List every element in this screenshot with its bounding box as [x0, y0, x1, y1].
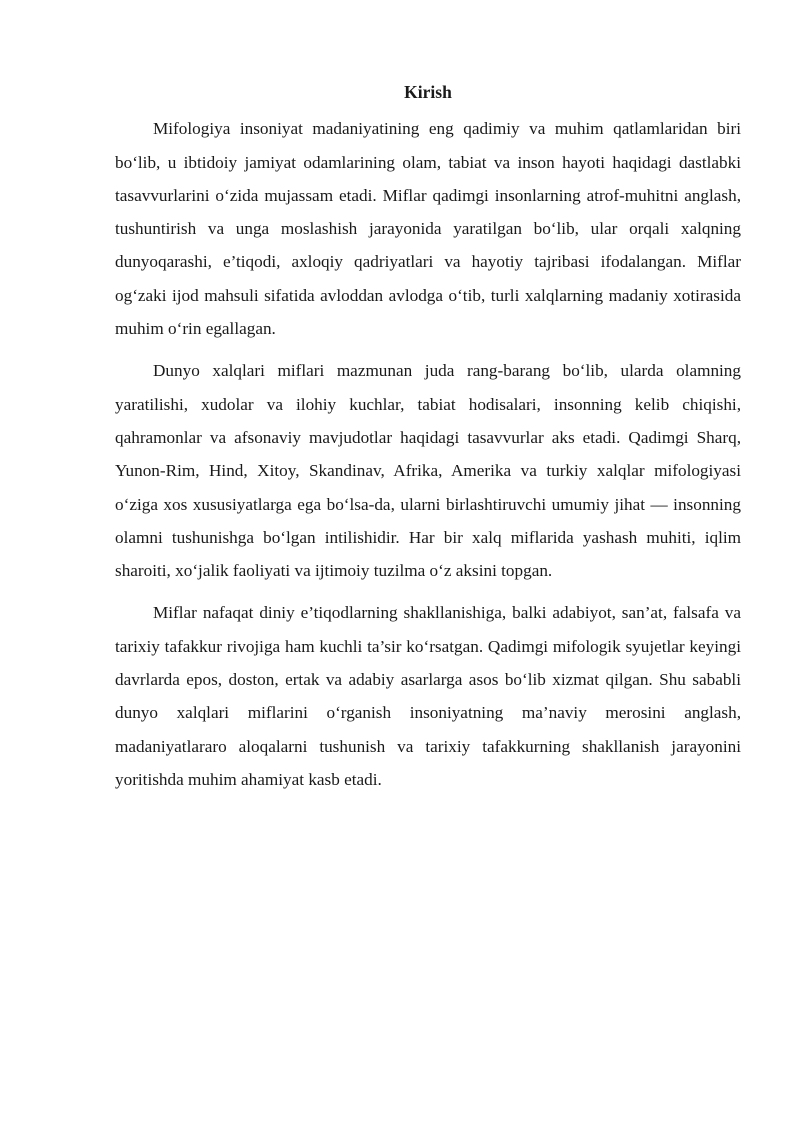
document-body — [115, 76, 741, 805]
page-title: Kirish — [404, 82, 452, 102]
paragraph-1: Mifologiya insoniyat madaniyatining eng qadimiy va muhim qatlamlaridan biri bo‘lib, u ibtidoiy jamiyat odamlarining olam, tabiat va inson hayoti haqidagi dastlabki tasavvurlarini o‘zida mujassam etadi. Miflar qadimgi insonlarning atrof-muhitni anglash, tushuntirish va unga moslashish jarayonida yaratilgan bo‘lib, ular orqali xalqning dunyoqarashi, e’tiqodi, axloqiy qadriyatlari va hayotiy tajribasi ifodalangan. Miflar og‘zaki ijod mahsuli sifatida avloddan avlodga o‘tib, turli xalqlarning madaniy xotirasida muhim o‘rin egallagan. — [115, 119, 741, 339]
paragraph-3: Miflar nafaqat diniy e’tiqodlarning shakllanishiga, balki adabiyot, san’at, falsafa va tarixiy tafakkur rivojiga ham kuchli ta’sir ko‘rsatgan. Qadimgi mifologik syujetlar keyingi davrlarda epos, doston, ertak va adabiy asarlarga asos bo‘lib xizmat qilgan. Shu sababli dunyo xalqlari miflarini o‘rganish insoniyatning ma’naviy merosini anglash, madaniyatlararo aloqalarni tushunish va tarixiy tafakkurning shakllanish jarayonini yoritishda muhim ahamiyat kasb etadi. — [115, 603, 741, 789]
paragraph-2: Dunyo xalqlari miflari mazmunan juda rang-barang bo‘lib, ularda olamning yaratilishi, xudolar va ilohiy kuchlar, tabiat hodisalari, insonning kelib chiqishi, qahramonlar va afsonaviy mavjudotlar haqidagi tasavvurlar aks etadi. Qadimgi Sharq, Yunon-Rim, Hind, Xitoy, Skandinav, Afrika, Amerika va turkiy xalqlar mifologiyasi o‘ziga xos xususiyatlarga ega bo‘lsa-da, ularni birlashtiruvchi umumiy jihat — insonning olamni tushunishga bo‘lgan intilishidir. Har bir xalq miflarida yashash muhiti, iqlim sharoiti, xo‘jalik faoliyati va ijtimoiy tuzilma o‘z aksini topgan. — [115, 361, 741, 581]
